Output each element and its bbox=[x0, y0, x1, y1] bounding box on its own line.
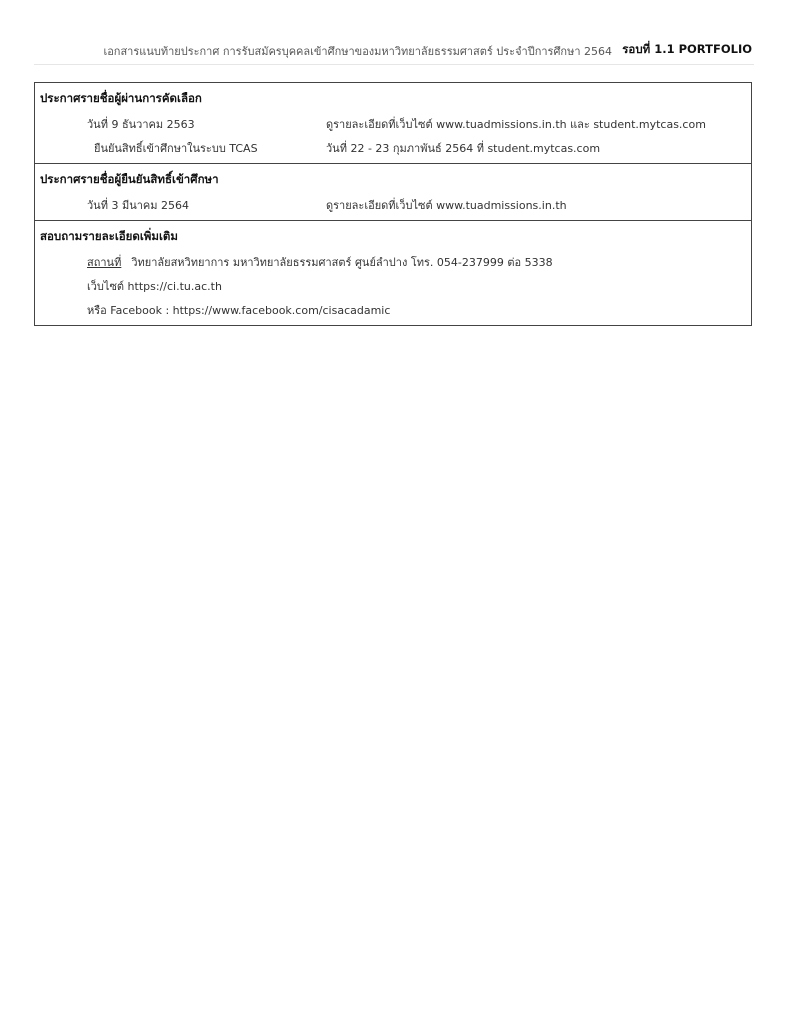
website-text: เว็บไซต์ https://ci.tu.ac.th bbox=[87, 280, 222, 293]
announcement-detail: ดูรายละเอียดที่เว็บไซต์ www.tuadmissions.in.th และ student.mytcas.com bbox=[326, 118, 706, 131]
contact-place-row bbox=[35, 248, 751, 272]
section-contact bbox=[35, 221, 751, 325]
announcement-date: วันที่ 9 ธันวาคม 2563 bbox=[87, 118, 195, 131]
place-label: สถานที่ bbox=[87, 256, 122, 269]
section-selection-announcement bbox=[35, 83, 751, 164]
announcement-detail: ดูรายละเอียดที่เว็บไซต์ www.tuadmissions.in.th bbox=[326, 199, 567, 212]
round-label: รอบที่ 1.1 PORTFOLIO bbox=[622, 42, 752, 56]
confirm-rights-detail: วันที่ 22 - 23 กุมภาพันธ์ 2564 ที่ student.mytcas.com bbox=[326, 142, 601, 155]
section-title: ประกาศรายชื่อผู้ผ่านการคัดเลือก bbox=[40, 91, 202, 105]
schedule-table bbox=[34, 82, 752, 326]
page-header bbox=[34, 38, 754, 65]
announcement-date: วันที่ 3 มีนาคม 2564 bbox=[87, 199, 189, 212]
contact-website-row bbox=[35, 272, 751, 296]
document-header-text: เอกสารแนบท้ายประกาศ การรับสมัครบุคคลเข้าศึกษาของมหาวิทยาลัยธรรมศาสตร์ ประจำปีการศึกษา 2564 bbox=[103, 45, 612, 58]
facebook-text: หรือ Facebook : https://www.facebook.com/cisacadamic bbox=[87, 304, 391, 317]
confirm-rights-label: ยืนยันสิทธิ์เข้าศึกษาในระบบ TCAS bbox=[94, 142, 258, 155]
section-confirmed-announcement bbox=[35, 164, 751, 221]
section-title: สอบถามรายละเอียดเพิ่มเติม bbox=[40, 229, 178, 243]
table-row bbox=[35, 191, 751, 215]
table-row bbox=[35, 110, 751, 134]
section-title: ประกาศรายชื่อผู้ยืนยันสิทธิ์เข้าศึกษา bbox=[40, 172, 219, 186]
contact-facebook-row bbox=[35, 296, 751, 320]
place-value: วิทยาลัยสหวิทยาการ มหาวิทยาลัยธรรมศาสตร์ ศูนย์ลำปาง โทร. 054-237999 ต่อ 5338 bbox=[131, 256, 553, 269]
table-row bbox=[35, 134, 751, 158]
